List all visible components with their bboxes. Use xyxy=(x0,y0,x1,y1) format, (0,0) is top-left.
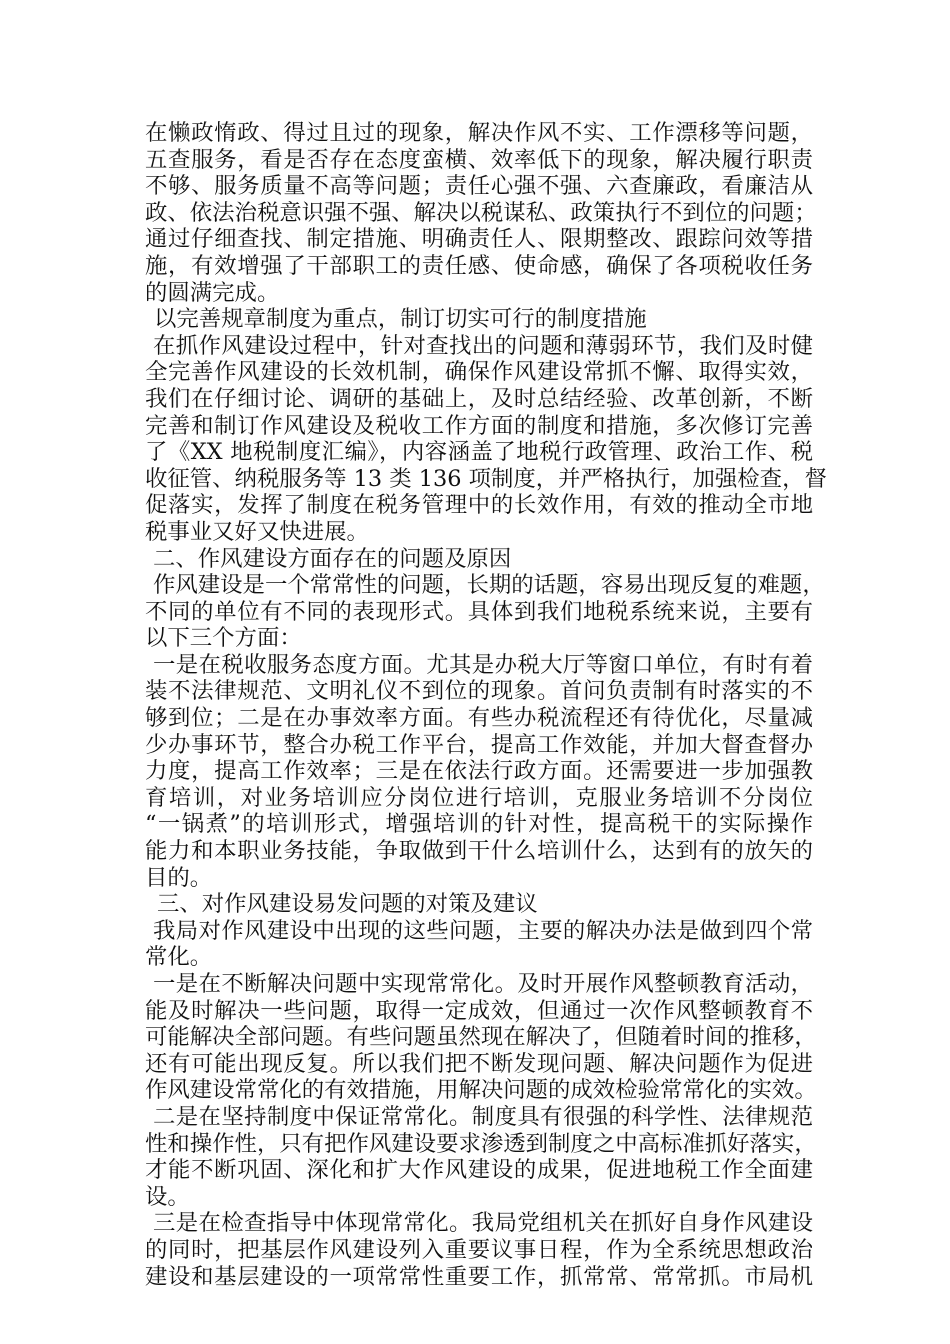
text-line: 政、依法治税意识强不强、解决以税谋私、政策执行不到位的问题； xyxy=(145,199,817,226)
text-line: 少办事环节，整合办税工作平台，提高工作效能，并加大督查督办 xyxy=(145,731,813,758)
paragraph-start: 二是在坚持制度中保证常常化。制度具有很强的科学性、法律规范 xyxy=(153,1103,813,1130)
text-line: 的同时，把基层作风建设列入重要议事日程，作为全系统思想政治 xyxy=(145,1236,813,1263)
text-line: 建设和基层建设的一项常常性重要工作，抓常常、常常抓。市局机 xyxy=(145,1263,813,1290)
text-line: 施，有效增强了干部职工的责任感、使命感，确保了各项税收任务 xyxy=(145,252,813,279)
text-line: 够到位；二是在办事效率方面。有些办税流程还有待优化，尽量减 xyxy=(145,705,813,732)
text-line: 不够、服务质量不高等问题；责任心强不强、六查廉政，看廉洁从 xyxy=(145,173,813,200)
paragraph-start: 三是在检查指导中体现常常化。我局党组机关在抓好自身作风建设 xyxy=(153,1210,813,1237)
text-line: 在懒政惰政、得过且过的现象，解决作风不实、工作漂移等问题， xyxy=(145,120,813,146)
text-line: 能及时解决一些问题，取得一定成效，但通过一次作风整顿教育不 xyxy=(145,997,813,1024)
section-heading: 以完善规章制度为重点，制订切实可行的制度措施 xyxy=(154,306,647,333)
document-page xyxy=(145,120,827,1290)
text-line: 装不法律规范、文明礼仪不到位的现象。首问负责制有时落实的不 xyxy=(145,678,813,705)
text-line: 全完善作风建设的长效机制，确保作风建设常抓不懈、取得实效， xyxy=(145,359,813,386)
text-line: “一锅煮”的培训形式，增强培训的针对性，提高税干的实际操作 xyxy=(145,811,813,838)
text-line: 五查服务，看是否存在态度蛮横、效率低下的现象，解决履行职责 xyxy=(145,146,813,173)
text-line: 才能不断巩固、深化和扩大作风建设的成果，促进地税工作全面建 xyxy=(145,1157,813,1184)
text-line: 目的。 xyxy=(145,864,213,891)
text-line: 还有可能出现反复。所以我们把不断发现问题、解决问题作为促进 xyxy=(145,1050,813,1077)
paragraph-start: 一是在不断解决问题中实现常常化。及时开展作风整顿教育活动， xyxy=(153,971,813,997)
text-line: 育培训，对业务培训应分岗位进行培训，克服业务培训不分岗位 xyxy=(145,784,813,811)
text-line: 了《XX 地税制度汇编》，内容涵盖了地税行政管理、政治工作、税 xyxy=(145,439,813,466)
text-line: 完善和制订作风建设及税收工作方面的制度和措施，多次修订完善 xyxy=(145,412,813,439)
text-line: 税事业又好又快进展。 xyxy=(145,518,369,545)
paragraph-start: 一是在税收服务态度方面。尤其是办税大厅等窗口单位，有时有着 xyxy=(153,651,813,678)
text-line: 收征管、纳税服务等 13 类 136 项制度，并严格执行，加强检查，督 xyxy=(145,465,827,492)
section-heading: 三、对作风建设易发问题的对策及建议 xyxy=(157,891,538,918)
text-line: 通过仔细查找、制定措施、明确责任人、限期整改、跟踪问效等措 xyxy=(145,226,813,253)
text-line: 的圆满完成。 xyxy=(145,279,280,306)
paragraph-start: 我局对作风建设中出现的这些问题，主要的解决办法是做到四个常 xyxy=(153,917,813,944)
text-line: 力度，提高工作效率；三是在依法行政方面。还需要进一步加强教 xyxy=(145,758,813,785)
text-line: 常化。 xyxy=(145,944,213,971)
text-line: 促落实，发挥了制度在税务管理中的长效作用，有效的推动全市地 xyxy=(145,492,813,519)
text-line: 以下三个方面： xyxy=(145,625,302,652)
text-line: 作风建设常常化的有效措施，用解决问题的成效检验常常化的实效。 xyxy=(145,1077,817,1104)
text-line: 不同的单位有不同的表现形式。具体到我们地税系统来说，主要有 xyxy=(145,598,813,625)
paragraph-start: 在抓作风建设过程中，针对查找出的问题和薄弱环节，我们及时健 xyxy=(153,332,813,359)
text-line: 设。 xyxy=(145,1183,190,1210)
text-line: 能力和本职业务技能，争取做到干什么培训什么，达到有的放矢的 xyxy=(145,838,813,865)
paragraph-start: 作风建设是一个常常性的问题，长期的话题，容易出现反复的难题， xyxy=(153,572,825,599)
section-heading: 二、作风建设方面存在的问题及原因 xyxy=(153,545,512,572)
text-line: 可能解决全部问题。有些问题虽然现在解决了，但随着时间的推移， xyxy=(145,1024,817,1051)
text-line: 我们在仔细讨论、调研的基础上，及时总结经验、改革创新，不断 xyxy=(145,385,813,412)
text-line: 性和操作性，只有把作风建设要求渗透到制度之中高标准抓好落实， xyxy=(145,1130,817,1157)
